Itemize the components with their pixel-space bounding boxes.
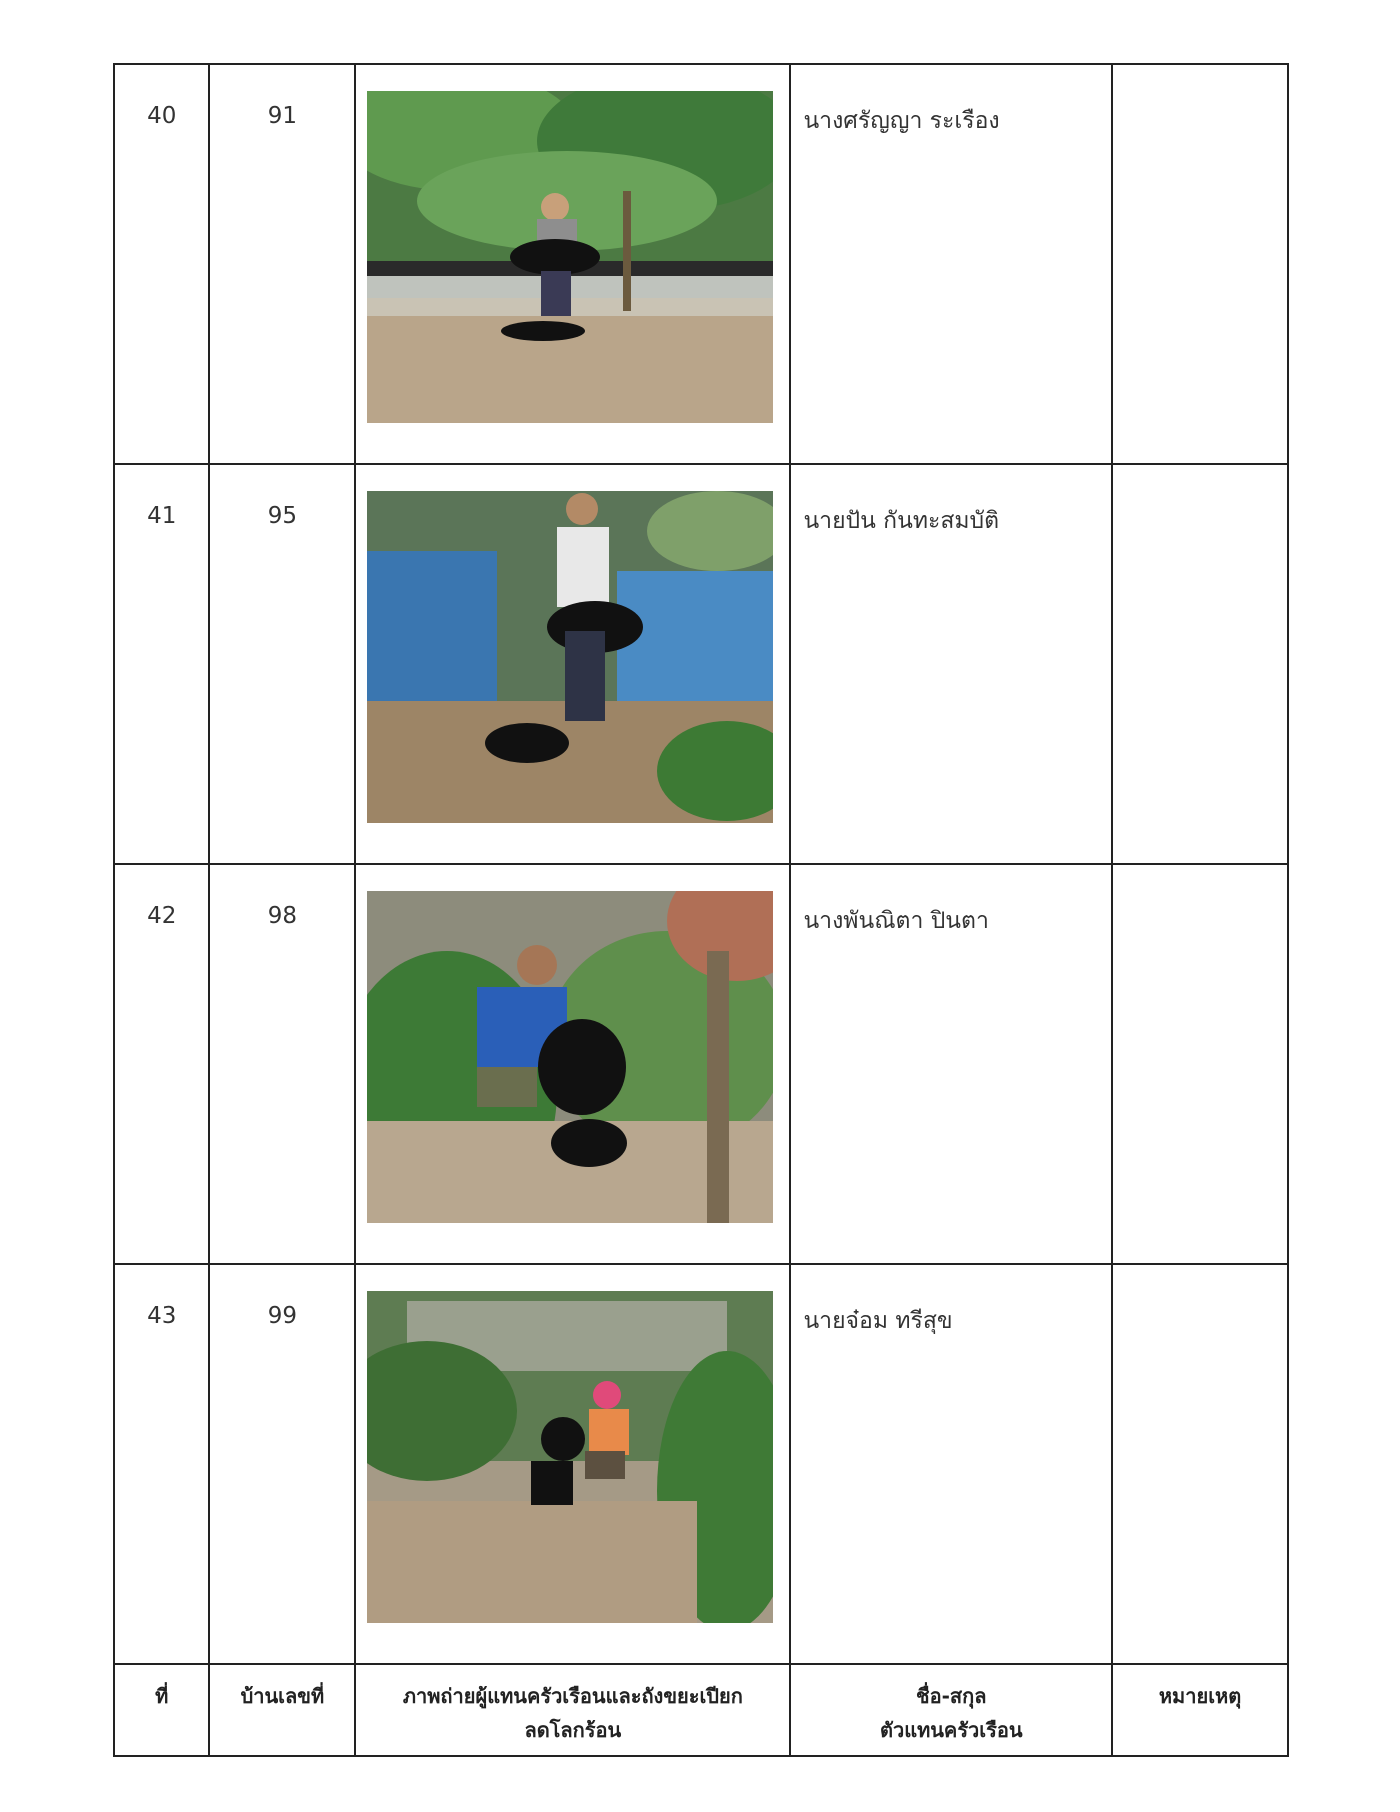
header-name-line2: ตัวแทนครัวเรือน (879, 1718, 1023, 1742)
table-row (114, 64, 1288, 464)
header-note: หมายเหตุ (1112, 1664, 1288, 1756)
table-row (114, 1264, 1288, 1664)
table-row (114, 464, 1288, 864)
table-header-row (114, 1664, 1288, 1756)
representative-name: นายจ๋อม ทรีสุข (790, 1264, 1112, 1664)
header-photo-line1: ภาพถ่ายผู้แทนครัวเรือนและถังขยะเปียก (402, 1684, 743, 1708)
photo-cell (355, 1264, 790, 1664)
woman-standing-with-bin-icon (367, 91, 773, 423)
row-number: 41 (114, 464, 209, 864)
header-house-no: บ้านเลขที่ (209, 1664, 355, 1756)
header-no: ที่ (114, 1664, 209, 1756)
representative-name: นางศรัญญา ระเรือง (790, 64, 1112, 464)
photo-cell (355, 64, 790, 464)
row-number: 42 (114, 864, 209, 1264)
row-number: 43 (114, 1264, 209, 1664)
header-name-line1: ชื่อ-สกุล (916, 1684, 987, 1708)
household-table (113, 63, 1289, 1757)
header-photo (355, 1664, 790, 1756)
photo-cell (355, 864, 790, 1264)
household-photo (367, 491, 773, 823)
house-number: 95 (209, 464, 355, 864)
note-cell (1112, 64, 1288, 464)
note-cell (1112, 1264, 1288, 1664)
house-number: 91 (209, 64, 355, 464)
house-number: 99 (209, 1264, 355, 1664)
note-cell (1112, 864, 1288, 1264)
person-crouching-with-bin-icon (367, 1291, 773, 1623)
note-cell (1112, 464, 1288, 864)
household-photo (367, 91, 773, 423)
representative-name: นายปัน กันทะสมบัติ (790, 464, 1112, 864)
header-name (790, 1664, 1112, 1756)
man-standing-with-bin-icon (367, 491, 773, 823)
house-number: 98 (209, 864, 355, 1264)
header-photo-line2: ลดโลกร้อน (524, 1718, 622, 1742)
table-row (114, 864, 1288, 1264)
photo-cell (355, 464, 790, 864)
household-photo (367, 891, 773, 1223)
household-photo (367, 1291, 773, 1623)
woman-kneeling-with-bin-icon (367, 891, 773, 1223)
representative-name: นางพันณิตา ปินตา (790, 864, 1112, 1264)
row-number: 40 (114, 64, 209, 464)
